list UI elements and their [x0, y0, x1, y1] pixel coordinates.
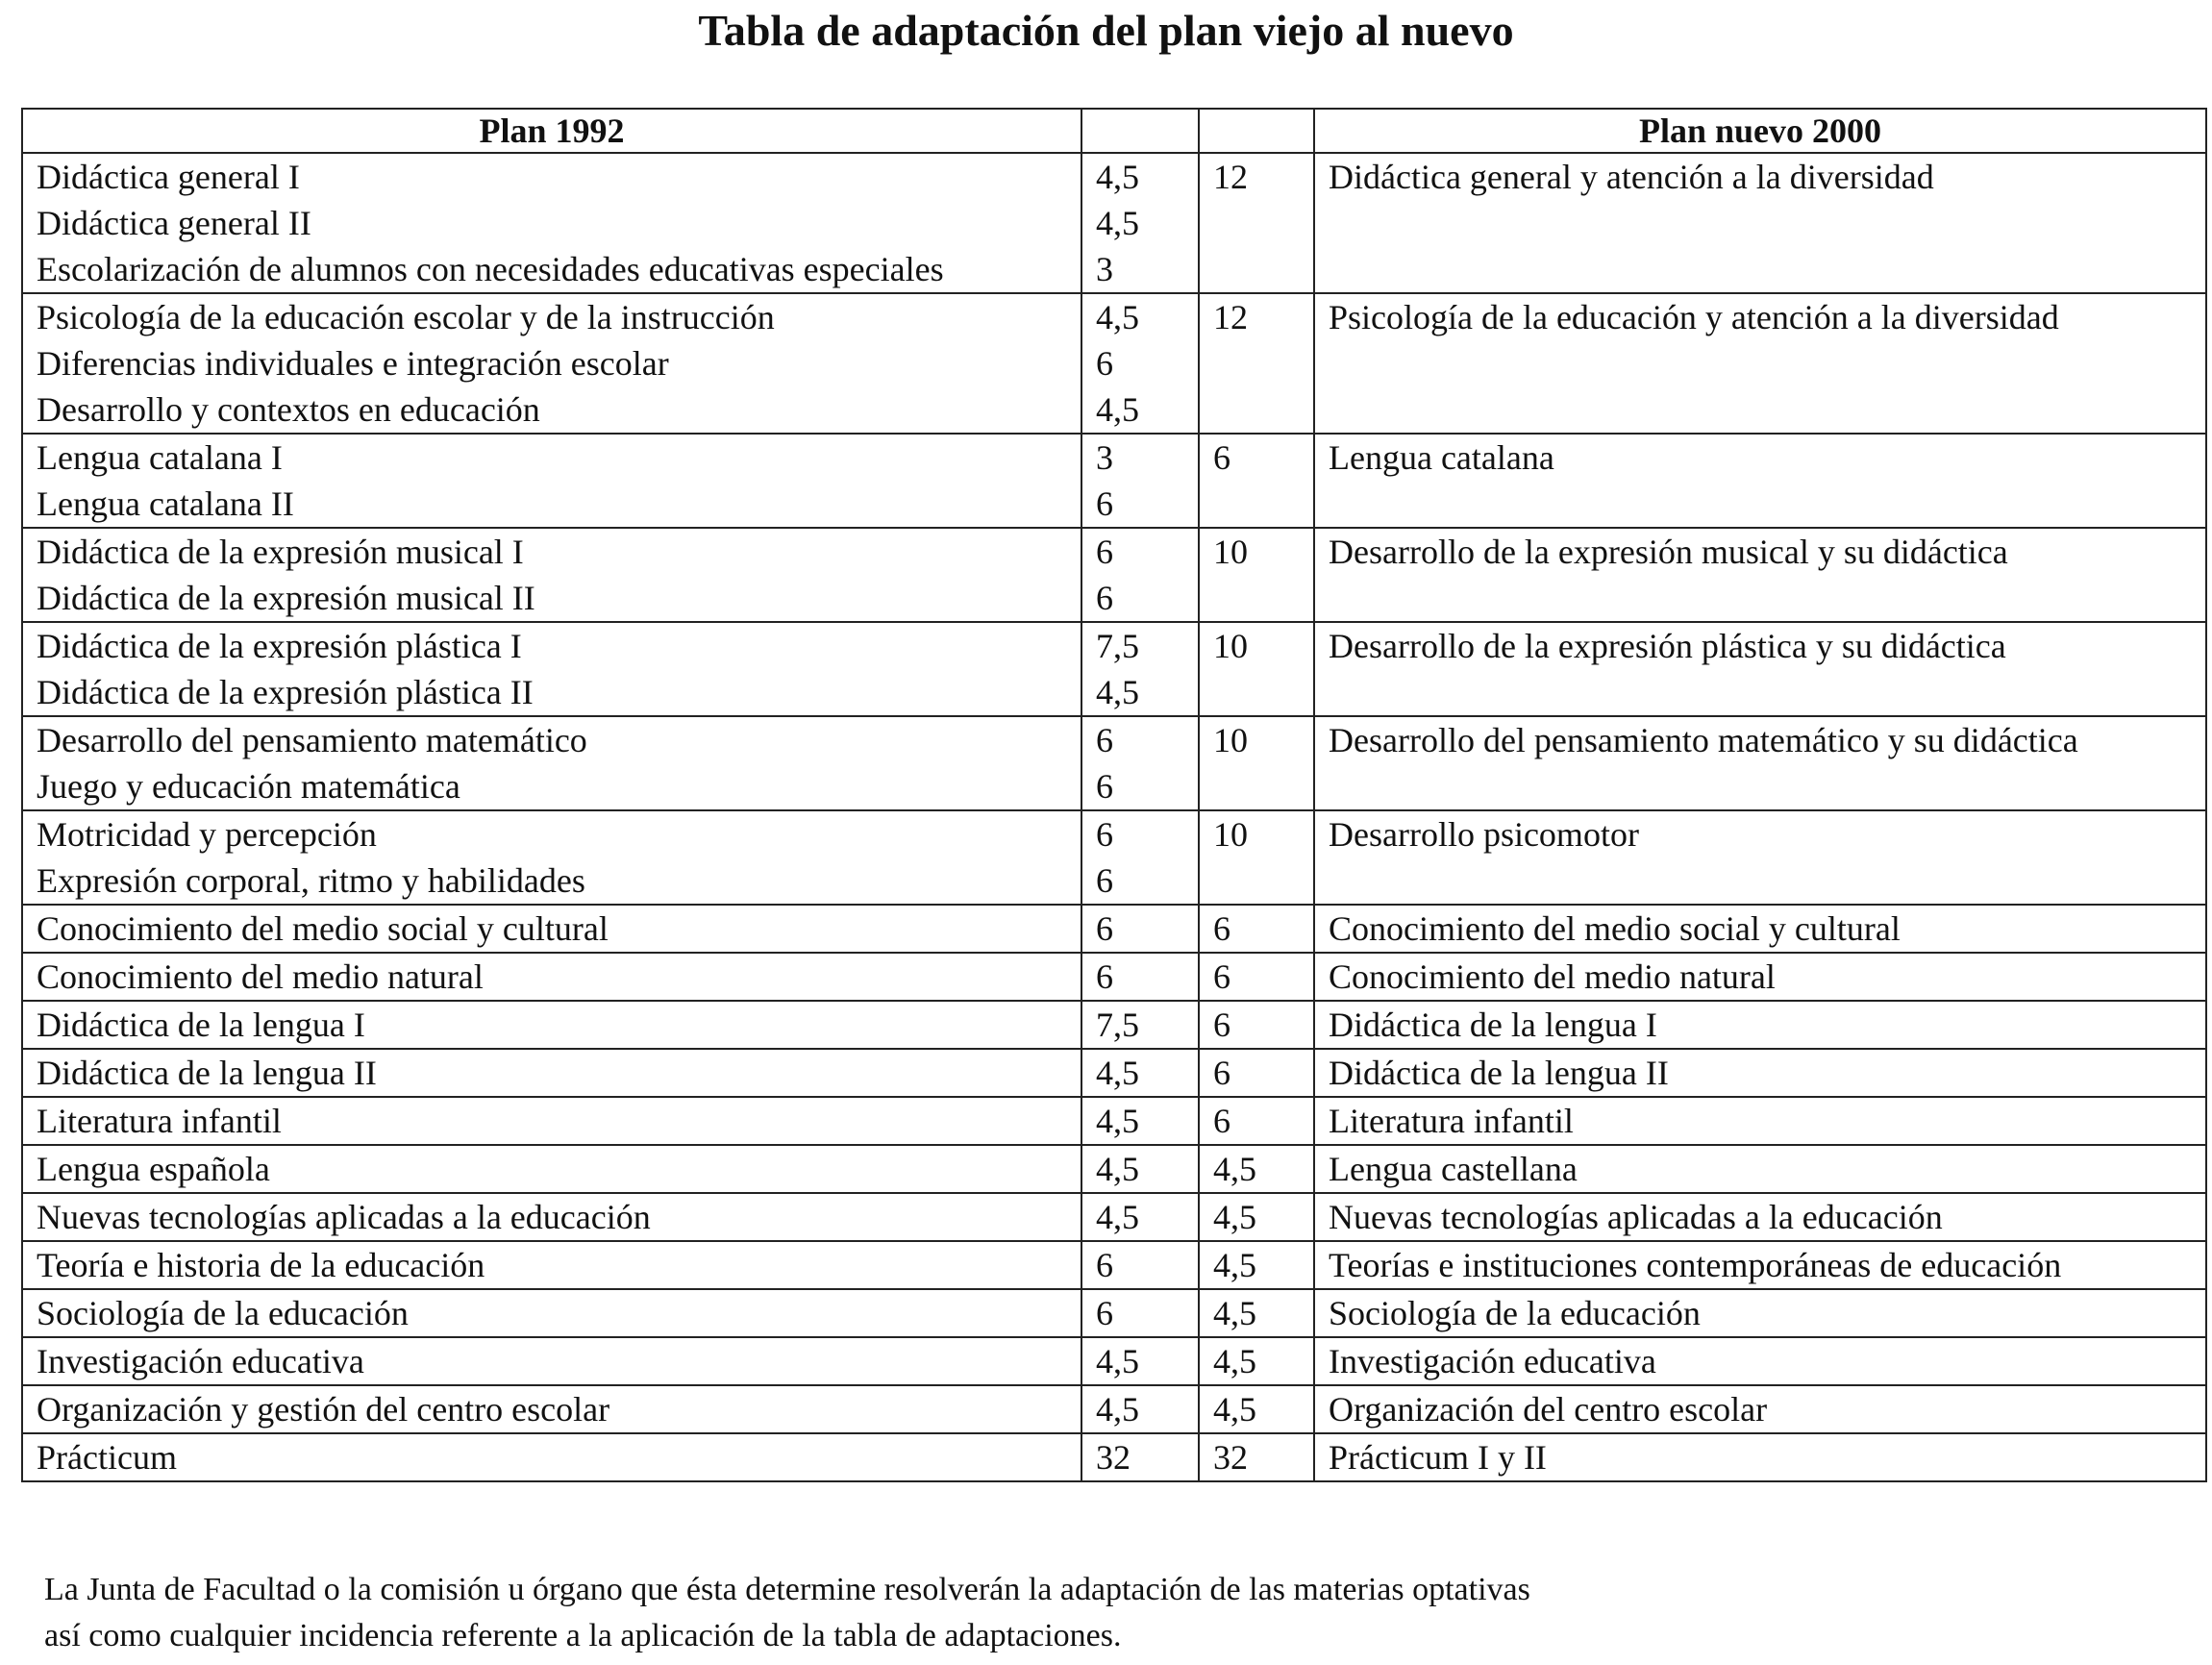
old-credit: 7,5 [1096, 627, 1139, 665]
old-subject: Escolarización de alumnos con necesidades educativas especiales [37, 250, 944, 288]
old-credits-cell [1081, 622, 1199, 716]
adaptation-table [21, 108, 2207, 1482]
old-credits-cell [1081, 1097, 1199, 1145]
old-subjects-cell [22, 1385, 1081, 1433]
old-subject: Nuevas tecnologías aplicadas a la educación [37, 1198, 651, 1236]
old-credit: 6 [1096, 344, 1113, 383]
new-credits-cell: 6 [1199, 1001, 1314, 1049]
old-subject: Didáctica de la expresión musical I [37, 533, 524, 571]
header-new-plan: Plan nuevo 2000 [1314, 109, 2206, 153]
old-credit: 3 [1096, 438, 1113, 477]
table-row [22, 293, 2206, 434]
new-subject-cell: Desarrollo de la expresión musical y su didáctica [1314, 528, 2206, 622]
table-row [22, 153, 2206, 293]
footnote-line: así como cualquier incidencia referente a la aplicación de la tabla de adaptaciones. [44, 1618, 1122, 1653]
old-subject: Didáctica de la expresión plástica II [37, 673, 534, 711]
new-credits-cell: 6 [1199, 953, 1314, 1001]
table-row [22, 1337, 2206, 1385]
new-credits-cell: 6 [1199, 905, 1314, 953]
new-subject-cell: Literatura infantil [1314, 1097, 2206, 1145]
new-credits-cell: 10 [1199, 810, 1314, 905]
old-subjects-cell [22, 810, 1081, 905]
table-row [22, 1049, 2206, 1097]
table-row [22, 1193, 2206, 1241]
new-subject-cell: Didáctica de la lengua II [1314, 1049, 2206, 1097]
table-row [22, 622, 2206, 716]
old-credits-cell [1081, 905, 1199, 953]
table-row [22, 1241, 2206, 1289]
new-subject-cell: Desarrollo del pensamiento matemático y su didáctica [1314, 716, 2206, 810]
old-credit: 6 [1096, 533, 1113, 571]
new-subject-cell: Sociología de la educación [1314, 1289, 2206, 1337]
old-subject: Didáctica general I [37, 158, 300, 196]
new-credits-cell: 12 [1199, 153, 1314, 293]
old-subject: Motricidad y percepción [37, 815, 377, 854]
old-credit: 4,5 [1096, 298, 1139, 336]
old-credit: 4,5 [1096, 1198, 1139, 1236]
old-subject: Desarrollo y contextos en educación [37, 390, 540, 429]
old-subjects-cell [22, 1337, 1081, 1385]
new-credits-cell: 4,5 [1199, 1145, 1314, 1193]
old-subject: Literatura infantil [37, 1102, 282, 1140]
new-subject-cell: Didáctica de la lengua I [1314, 1001, 2206, 1049]
new-credits-cell: 4,5 [1199, 1385, 1314, 1433]
new-subject-cell: Desarrollo psicomotor [1314, 810, 2206, 905]
old-credit: 6 [1096, 485, 1113, 523]
new-subject-cell: Conocimiento del medio natural [1314, 953, 2206, 1001]
old-credit: 6 [1096, 957, 1113, 996]
table-header-row [22, 109, 2206, 153]
old-credit: 4,5 [1096, 1150, 1139, 1188]
new-subject-cell: Nuevas tecnologías aplicadas a la educación [1314, 1193, 2206, 1241]
old-subjects-cell [22, 1001, 1081, 1049]
old-credit: 32 [1096, 1438, 1131, 1477]
header-new-credits [1199, 109, 1314, 153]
footnote [44, 1567, 2063, 1659]
old-subject: Lengua española [37, 1150, 270, 1188]
old-credit: 6 [1096, 721, 1113, 759]
old-credit: 6 [1096, 861, 1113, 900]
new-subject-cell: Psicología de la educación y atención a la diversidad [1314, 293, 2206, 434]
header-old-credits [1081, 109, 1199, 153]
new-subject-cell: Desarrollo de la expresión plástica y su didáctica [1314, 622, 2206, 716]
old-subjects-cell [22, 1289, 1081, 1337]
table-row [22, 434, 2206, 528]
old-subject: Desarrollo del pensamiento matemático [37, 721, 587, 759]
old-subject: Didáctica de la lengua I [37, 1006, 365, 1044]
old-credit: 6 [1096, 767, 1113, 806]
old-subject: Investigación educativa [37, 1342, 364, 1380]
old-credits-cell [1081, 1001, 1199, 1049]
old-subjects-cell [22, 716, 1081, 810]
old-credit: 6 [1096, 1294, 1113, 1332]
old-subject: Psicología de la educación escolar y de la instrucción [37, 298, 775, 336]
table-row [22, 716, 2206, 810]
old-subject: Didáctica de la expresión plástica I [37, 627, 522, 665]
old-subjects-cell [22, 1097, 1081, 1145]
new-subject-cell: Didáctica general y atención a la diversidad [1314, 153, 2206, 293]
new-credits-cell: 10 [1199, 528, 1314, 622]
new-credits-cell: 6 [1199, 1097, 1314, 1145]
old-credits-cell [1081, 434, 1199, 528]
old-credits-cell [1081, 1289, 1199, 1337]
new-subject-cell: Lengua catalana [1314, 434, 2206, 528]
old-subject: Sociología de la educación [37, 1294, 409, 1332]
new-credits-cell: 10 [1199, 716, 1314, 810]
new-subject-cell: Teorías e instituciones contemporáneas de educación [1314, 1241, 2206, 1289]
old-credits-cell [1081, 1241, 1199, 1289]
old-subject: Conocimiento del medio natural [37, 957, 484, 996]
old-credits-cell [1081, 1145, 1199, 1193]
old-credit: 6 [1096, 909, 1113, 948]
old-subjects-cell [22, 622, 1081, 716]
old-subjects-cell [22, 153, 1081, 293]
old-credits-cell [1081, 1385, 1199, 1433]
table-row [22, 1433, 2206, 1481]
table-row [22, 905, 2206, 953]
table-row [22, 810, 2206, 905]
table-row [22, 1385, 2206, 1433]
old-subjects-cell [22, 1241, 1081, 1289]
old-subject: Conocimiento del medio social y cultural [37, 909, 609, 948]
old-credit: 4,5 [1096, 390, 1139, 429]
old-subject: Expresión corporal, ritmo y habilidades [37, 861, 585, 900]
old-credit: 4,5 [1096, 1342, 1139, 1380]
new-credits-cell: 4,5 [1199, 1241, 1314, 1289]
new-credits-cell: 10 [1199, 622, 1314, 716]
old-subjects-cell [22, 1433, 1081, 1481]
old-subject: Didáctica de la expresión musical II [37, 579, 535, 617]
old-credit: 6 [1096, 1246, 1113, 1284]
new-credits-cell: 6 [1199, 1049, 1314, 1097]
old-subject: Lengua catalana II [37, 485, 294, 523]
old-credit: 4,5 [1096, 158, 1139, 196]
new-credits-cell: 32 [1199, 1433, 1314, 1481]
old-credit: 6 [1096, 579, 1113, 617]
old-credits-cell [1081, 1193, 1199, 1241]
old-subject: Juego y educación matemática [37, 767, 460, 806]
old-credit: 6 [1096, 815, 1113, 854]
table-row [22, 1097, 2206, 1145]
old-subjects-cell [22, 528, 1081, 622]
old-subject: Teoría e historia de la educación [37, 1246, 485, 1284]
old-credits-cell [1081, 528, 1199, 622]
new-credits-cell: 12 [1199, 293, 1314, 434]
old-credit: 4,5 [1096, 204, 1139, 242]
old-credits-cell [1081, 1433, 1199, 1481]
old-credit: 3 [1096, 250, 1113, 288]
old-credit: 7,5 [1096, 1006, 1139, 1044]
new-subject-cell: Prácticum I y II [1314, 1433, 2206, 1481]
old-subject: Organización y gestión del centro escolar [37, 1390, 610, 1429]
old-credits-cell [1081, 810, 1199, 905]
old-credits-cell [1081, 1337, 1199, 1385]
old-credits-cell [1081, 153, 1199, 293]
old-subject: Diferencias individuales e integración escolar [37, 344, 669, 383]
old-credits-cell [1081, 953, 1199, 1001]
table-row [22, 1145, 2206, 1193]
new-subject-cell: Conocimiento del medio social y cultural [1314, 905, 2206, 953]
new-credits-cell: 4,5 [1199, 1289, 1314, 1337]
old-subject: Didáctica de la lengua II [37, 1054, 377, 1092]
old-subjects-cell [22, 905, 1081, 953]
new-subject-cell: Organización del centro escolar [1314, 1385, 2206, 1433]
old-credit: 4,5 [1096, 1390, 1139, 1429]
old-credits-cell [1081, 716, 1199, 810]
old-credit: 4,5 [1096, 1054, 1139, 1092]
table-row [22, 953, 2206, 1001]
page-title: Tabla de adaptación del plan viejo al nuevo [698, 6, 1514, 55]
old-subject: Prácticum [37, 1438, 177, 1477]
table-row [22, 1289, 2206, 1337]
old-subjects-cell [22, 293, 1081, 434]
old-subjects-cell [22, 1049, 1081, 1097]
new-credits-cell: 4,5 [1199, 1337, 1314, 1385]
table-row [22, 528, 2206, 622]
table-row [22, 1001, 2206, 1049]
old-subject: Didáctica general II [37, 204, 311, 242]
old-credit: 4,5 [1096, 673, 1139, 711]
new-credits-cell: 6 [1199, 434, 1314, 528]
new-subject-cell: Investigación educativa [1314, 1337, 2206, 1385]
table-body [22, 153, 2206, 1481]
header-old-plan: Plan 1992 [22, 109, 1081, 153]
old-credits-cell [1081, 1049, 1199, 1097]
old-subjects-cell [22, 434, 1081, 528]
new-subject-cell: Lengua castellana [1314, 1145, 2206, 1193]
footnote-line: La Junta de Facultad o la comisión u órgano que ésta determine resolverán la adaptación de las materias optativas [44, 1572, 1530, 1607]
old-credit: 4,5 [1096, 1102, 1139, 1140]
old-subject: Lengua catalana I [37, 438, 283, 477]
old-credits-cell [1081, 293, 1199, 434]
new-credits-cell: 4,5 [1199, 1193, 1314, 1241]
old-subjects-cell [22, 953, 1081, 1001]
old-subjects-cell [22, 1193, 1081, 1241]
old-subjects-cell [22, 1145, 1081, 1193]
